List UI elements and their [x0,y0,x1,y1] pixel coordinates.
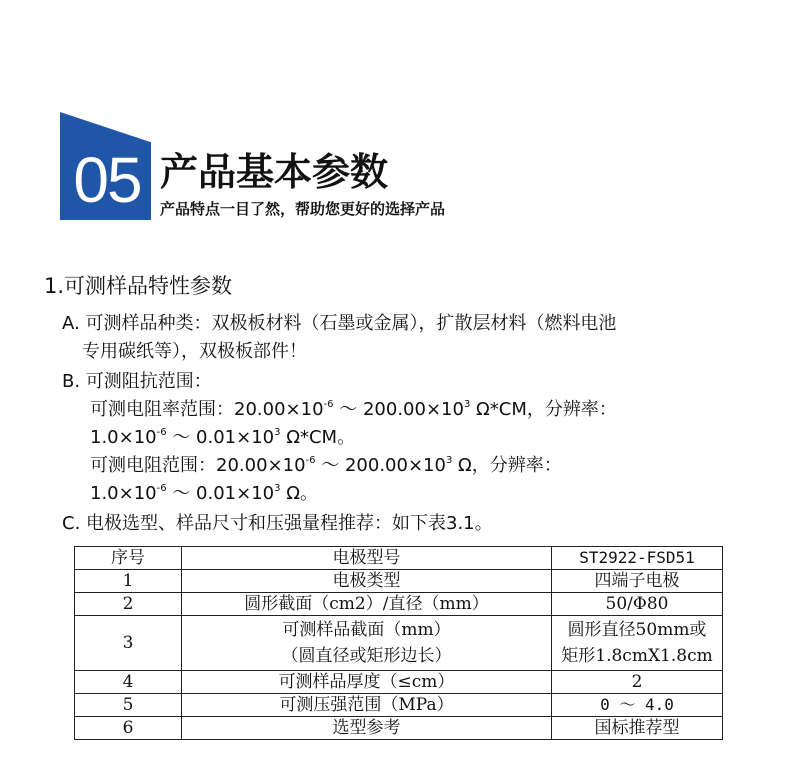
table-cell-item: 选型参考 [182,717,552,740]
table-header-row [75,547,723,570]
table-cell-item: 电极型号 [182,547,552,570]
resistance-unit: Ω，分辨率： [452,455,562,476]
table-row [75,593,723,616]
table-row [75,616,723,671]
resistance-res-exp-low: -6 [156,483,167,494]
table-cell-value-line-1: 圆形直径50mm或 [567,620,707,640]
table-cell-value: 2 [552,671,723,694]
table-cell-no: 1 [75,570,182,593]
table-row [75,694,723,717]
table-cell-value: 国标推荐型 [552,717,723,740]
resistance-res-unit: Ω。 [280,483,318,504]
table-cell-item: 可测样品厚度（≤cm） [182,671,552,694]
table-cell-value: 50/Φ80 [552,593,723,616]
resistance-res-exp-high: 3 [274,483,281,494]
resistivity-exp-high: 3 [463,399,471,410]
table-cell-item: 电极类型 [182,570,552,593]
sample-types-line-1: A. 可测样品种类：双极板材料（石墨或金属），扩散层材料（燃料电池 [62,313,617,334]
parameter-table [74,546,723,740]
resistance-resolution [90,480,318,508]
resistance-exp-high: 3 [445,455,453,466]
section-number: 05 [73,144,141,216]
resistance-range [90,452,562,480]
table-cell-item-line-1: 可测样品截面（mm） [282,620,451,640]
table-cell-no: 6 [75,717,182,740]
table-cell-item [182,616,552,671]
table-cell-item-line-2: （圆直径或矩形边长） [281,646,452,666]
table-cell-value: 0 ～ 4.0 [552,694,723,717]
resistance-exp-low: -6 [305,455,316,466]
sample-types-line-2: 专用碳纸等），双极板部件！ [82,341,307,362]
table-cell-item: 可测压强范围（MPa） [182,694,552,717]
spec-heading: 1.可测样品特性参数 [44,274,233,298]
section-title: 产品基本参数 [160,150,389,194]
section-subtitle: 产品特点一目了然，帮助您更好的选择产品 [160,200,446,218]
table-row [75,717,723,740]
table-cell-value [552,616,723,671]
resistance-res-base: 1.0×10 [90,483,157,504]
impedance-range-title: B. 可测阻抗范围： [62,371,212,392]
resistivity-res-base: 1.0×10 [90,427,157,448]
table-cell-value: 四端子电极 [552,570,723,593]
table-cell-no: 序号 [75,547,182,570]
resistance-label: 可测电阻范围：20.00×10 [90,455,306,476]
resistivity-mid: ～ 200.00×10 [333,399,464,420]
table-cell-no: 2 [75,593,182,616]
resistivity-resolution [90,424,355,452]
resistance-res-mid: ～ 0.01×10 [166,483,275,504]
table-row [75,570,723,593]
selection-note: C. 电极选型、样品尺寸和压强量程推荐：如下表3.1。 [62,513,493,534]
table-cell-value: ST2922-FSD51 [552,547,723,570]
resistivity-res-unit: Ω*CM。 [280,427,356,448]
resistivity-res-mid: ～ 0.01×10 [166,427,275,448]
table-cell-no: 5 [75,694,182,717]
table-cell-no: 4 [75,671,182,694]
resistivity-unit: Ω*CM，分辨率： [470,399,617,420]
resistivity-exp-low: -6 [323,399,334,410]
table-row [75,671,723,694]
resistivity-range [90,396,617,424]
resistivity-res-exp-low: -6 [156,427,167,438]
resistivity-label: 可测电阻率范围：20.00×10 [90,399,324,420]
table-cell-value-line-2: 矩形1.8cmX1.8cm [561,646,713,666]
resistivity-res-exp-high: 3 [274,427,281,438]
table-cell-no: 3 [75,616,182,671]
resistance-mid: ～ 200.00×10 [315,455,446,476]
table-cell-item: 圆形截面（cm2）/直径（mm） [182,593,552,616]
